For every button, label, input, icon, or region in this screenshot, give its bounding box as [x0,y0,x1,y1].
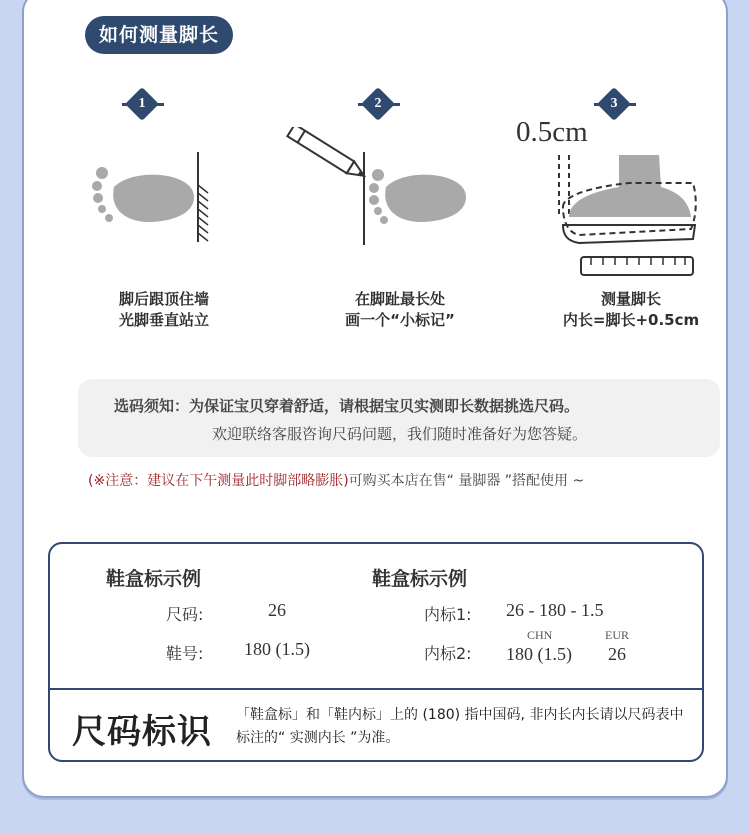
foot-against-wall-icon [74,147,214,247]
right-row-1-value: 26 - 180 - 1.5 [506,600,604,620]
box-divider [50,688,702,690]
tip-suggestion: 可购买本店在售“ 量脚器 ”搭配使用 ~ [348,473,585,489]
measurement-tip [88,470,584,490]
right-row-2-label: 内标2: [424,644,472,663]
left-row-1-value: 26 [268,600,286,620]
size-label-note: 「鞋盒标」和「鞋内标」上的 (180) 指中国码, 非内长内长请以尺码表中标注的“ 实测内长 ”为准。 [236,707,684,746]
step-1-caption [64,289,264,331]
step-2-line-1: 在脚趾最长处 [354,290,445,308]
chn-heading: CHN [527,628,553,642]
left-row-2-label: 鞋号: [166,644,204,663]
pencil-mark-icon [276,127,476,252]
step-3-number: 3 [610,96,618,111]
right-row-1-label: 内标1: [424,605,472,624]
size-label-example-box [48,542,704,762]
notice-line-2: 欢迎联络客服咨询尺码问题，我们随时准备好为您答疑。 [212,425,588,443]
tip-warning: (※注意：建议在下午测量此时脚部略膨胀) [88,473,349,489]
left-row-2-value: 180 (1.5) [244,639,310,659]
step-1-number: 1 [138,96,146,111]
notice-line-1: 选码须知：为保证宝贝穿着舒适，请根据宝贝实测即长数据挑选尺码。 [114,397,580,415]
step-3-line-1: 测量脚长 [600,290,661,308]
step-2-number: 2 [374,96,382,111]
chn-value: 180 (1.5) [506,644,572,664]
size-label-title: 尺码标识 [72,712,212,752]
step-2-line-2: 画一个“小标记” [345,311,455,329]
measure-label: 0.5cm [516,116,588,148]
step-3-line-2: 内长=脚长+0.5cm [562,311,700,329]
step-2-caption [300,289,500,331]
left-heading: 鞋盒标示例 [106,568,202,590]
step-3-caption [516,289,746,331]
eur-value: 26 [608,644,626,664]
right-heading: 鞋盒标示例 [372,568,468,590]
step-1-line-1: 脚后跟顶住墙 [118,290,209,308]
step-1-line-2: 光脚垂直站立 [118,311,209,329]
section-title: 如何测量脚长 [85,16,233,54]
left-row-1-label: 尺码: [166,605,204,624]
eur-heading: EUR [605,628,629,642]
size-selection-notice [78,379,720,457]
foot-in-shoe-ruler-icon [549,147,709,287]
